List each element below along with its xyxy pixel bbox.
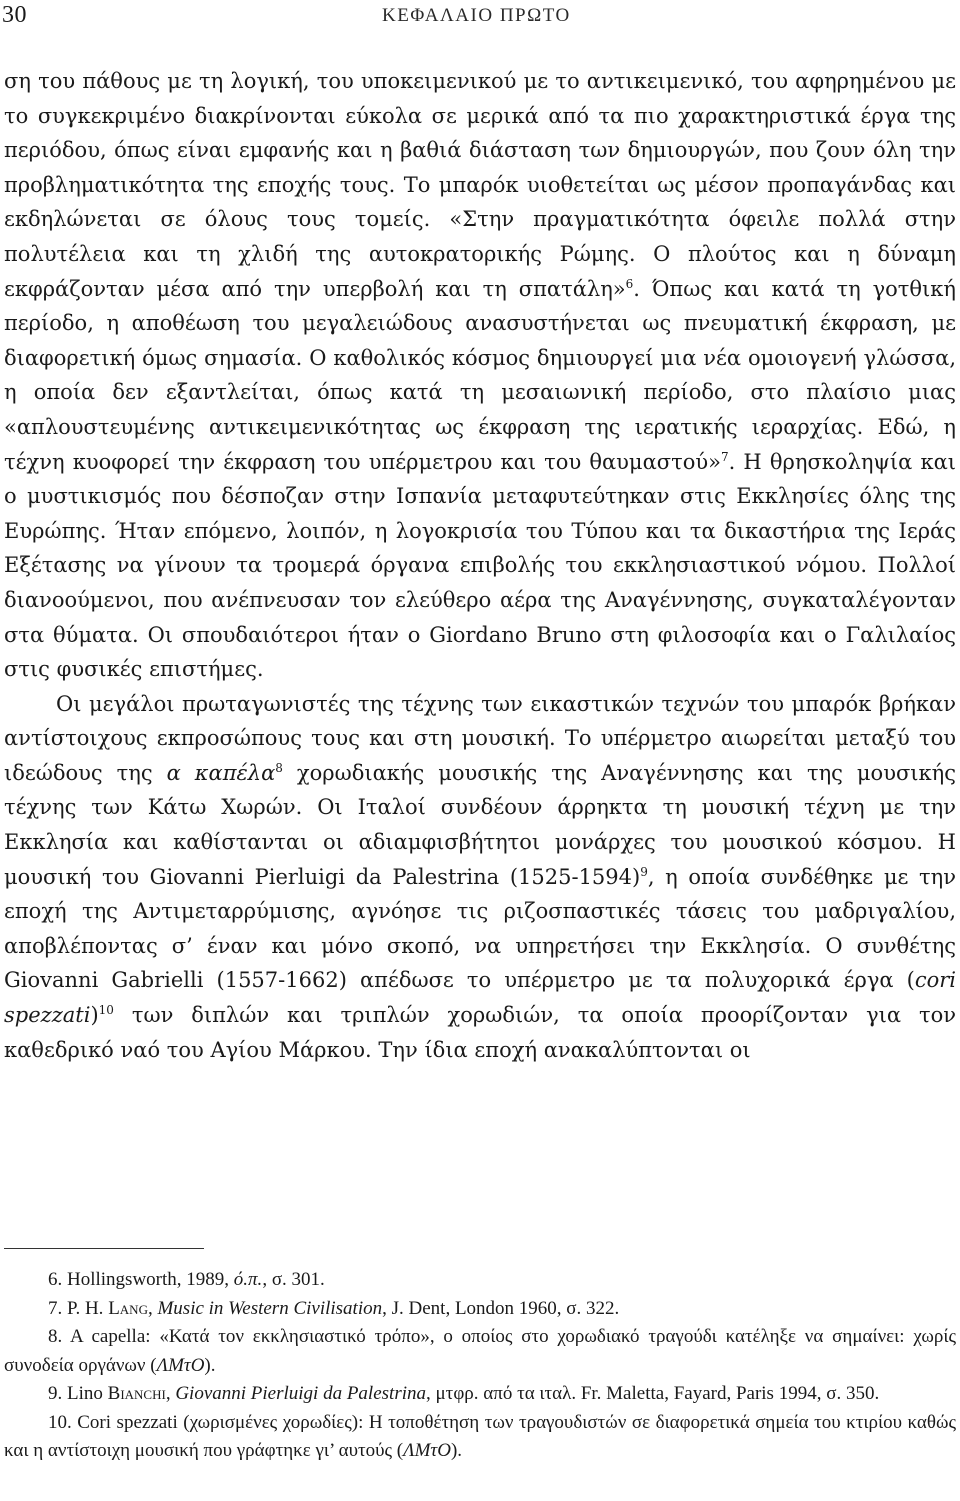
footnote-9-text-end: , μτφρ. από τα ιταλ. Fr. Maletta, Fayard, Paris 1994, σ. 350. — [426, 1383, 880, 1404]
footnote-9-title: Giovanni Pierluigi da Palestrina — [175, 1383, 426, 1404]
page-header — [2, 2, 960, 32]
footnote-ref-10: 10 — [98, 1003, 114, 1018]
paragraph-2-text-d: ) — [90, 1003, 99, 1028]
footnote-ref-9: 9 — [640, 864, 648, 879]
paragraph-2 — [4, 687, 956, 1068]
running-head: ΚΕΦΑΛΑΙΟ ΠΡΩΤΟ — [382, 5, 571, 26]
paragraph-2-text-a: Οι μεγάλοι πρωταγωνιστές της τέχνης των εικαστικών τεχνών του μπαρόκ βρήκαν αντίστοιχους εκπροσώπους τους και στη μουσική. Το υπέρμετρο αιωρείται μεταξύ του ιδεώδους της — [4, 691, 956, 785]
footnote-10-italic: ΛΜτΟ — [403, 1440, 451, 1461]
paragraph-1-text-a: ση του πάθους με τη λογική, του υποκειμενικού με το αντικειμενικό, του αφηρημένου με το συγκεκριμένο διακρίνονται εύκολα σε μερικά από τα πιο χαρακτηριστικά έργα της περιόδου, όπως είναι εμφανής και η βαθιά διάσταση των δημιουργών, που ζουν όλη την προβληματικότητα της εποχής τους. Το μπαρόκ υιοθετείται ως μέσον προπαγάνδας και εκδηλώνεται σε όλους τους τομείς. «Στην πραγματικότητα όφειλε πολλά στην πολυτέλεια και τη χλιδή της αυτοκρατορικής Ρώμης. Ο πλούτος και η δύναμη εκφράζονταν μέσα από την υπερβολή και τη σπατάλη» — [4, 69, 956, 301]
footnote-6 — [4, 1266, 956, 1295]
paragraph-1 — [4, 64, 956, 687]
footnote-9 — [4, 1380, 956, 1409]
footnote-10 — [4, 1409, 956, 1466]
page-number: 30 — [2, 2, 27, 28]
footnote-ref-8: 8 — [275, 760, 283, 775]
italic-term-cori-spezzati: cori spezzati — [4, 968, 956, 1028]
footnote-8-text: 8. A capella: «Κατά τον εκκλησιαστικό τρόπο», ο οποίος στο χορωδιακό τραγούδι κατέληξε να σημαίνει: χωρίς συνοδεία οργάνων ( — [4, 1326, 956, 1376]
footnote-ref-7: 7 — [720, 449, 729, 464]
footnote-ref-6: 6 — [625, 276, 634, 291]
footnote-6-text: 6. Hollingsworth, 1989, — [48, 1269, 234, 1290]
main-text — [4, 64, 956, 1067]
footnote-7-text: 7. P. H. — [48, 1297, 109, 1319]
footnote-7 — [4, 1295, 956, 1324]
footnote-divider — [4, 1248, 204, 1249]
footnote-7-text-end: , J. Dent, London 1960, σ. 322. — [382, 1297, 620, 1319]
paragraph-1-text-c: . Η θρησκοληψία και ο μυστικισμός που δέσποζαν στην Ισπανία μεταφυτεύτηκαν στις Εκκλησίες όλης της Ευρώπης. Ήταν επόμενο, λοιπόν, η λογοκρισία του Τύπου και τα δικαστήρια της Ιεράς Εξέτασης να γίνουν τα τρομερά όργανα επιβολής του εκκλησιαστικού νόμου. Πολλοί διανοούμενοι, που ανέπνευσαν τον ελεύθερο αέρα της Αναγέννησης, συγκαταλέγονταν στα θύματα. Οι σπουδαιότεροι ήταν ο Giordano Bruno στη φιλοσοφία και ο Γαλιλαίος στις φυσικές επιστήμες. — [4, 449, 956, 682]
footnotes — [4, 1266, 956, 1466]
footnote-8 — [4, 1323, 956, 1380]
footnote-10-text-end: ). — [450, 1440, 463, 1461]
paragraph-2-text-e: των διπλών και τριπλών χορωδιών, τα οποία προορίζονταν για τον καθεδρικό ναό του Αγίου Μάρκου. Την ίδια εποχή ανακαλύπτονται οι — [4, 1003, 956, 1062]
footnote-6-text-end: , σ. 301. — [262, 1269, 325, 1290]
italic-term-a-capella: α καπέλα — [166, 760, 276, 785]
footnote-10-text: 10. Cori spezzati (χωρισμένες χορωδίες): Η τοποθέτηση των τραγουδιστών σε διαφορετικά σημεία του κτιρίου καθώς και η αντίστοιχη μουσική που γράφτηκε γι’ αυτούς ( — [4, 1411, 956, 1461]
footnote-6-italic: ό.π. — [233, 1269, 263, 1290]
footnote-9-text: 9. Lino — [48, 1383, 108, 1404]
paragraph-2-text-c: , η οποία συνδέθηκε με την εποχή της Αντιμεταρρύμισης, αγνόησε τις ριζοσπαστικές τάσεις του μαδριγαλίου, αποβλέποντας σ’ έναν και μόνο σκοπό, να υπηρετήσει την Εκκλησία. Ο συνθέτης Giovanni Gabrielli (1557-1662) απέδωσε το υπέρμετρο με τα πολυχορικά έργα ( — [4, 864, 956, 993]
footnote-9-sep: , — [165, 1383, 176, 1404]
footnote-8-text-end: ). — [204, 1354, 216, 1376]
footnote-7-sep: , — [147, 1297, 158, 1319]
paragraph-1-text-b: . Όπως και κατά τη γοτθική περίοδο, η αποθέωση του μεγαλειώδους ανασυστήνεται ως πνευματική έκφραση, με διαφορετική όμως σημασία. Ο καθολικός κόσμος δημιουργεί μια νέα ομοιογενή γλώσσα, η οποία δεν εξαντλείται, όπως κατά τη μεσαιωνική περίοδο, στο πλαίσιο μιας «απλουστευμένης αντικειμενικότητας ως έκφραση της ιερατικής ιεραρχίας. Εδώ, η τέχνη κυοφορεί την έκφραση του υπέρμετρου και του θαυμαστού» — [4, 276, 956, 474]
footnote-7-title: Music in Western Civilisation — [157, 1297, 383, 1319]
paragraph-2-text-b: χορωδιακής μουσικής της Αναγέννησης και της μουσικής τέχνης των Κάτω Χωρών. Οι Ιταλοί συνδέουν άρρηκτα τη μουσική τέχνη με την Εκκλησία και καθίστανται οι αδιαμφισβήτητοι μονάρχες του μουσικού κόσμου. Η μουσική του Giovanni Pierluigi da Palestrina (1525-1594) — [4, 760, 957, 889]
footnote-8-italic: ΛΜτΟ — [156, 1354, 205, 1376]
footnote-7-author: Lang — [108, 1297, 148, 1319]
footnote-9-author: Bianchi — [107, 1383, 166, 1404]
